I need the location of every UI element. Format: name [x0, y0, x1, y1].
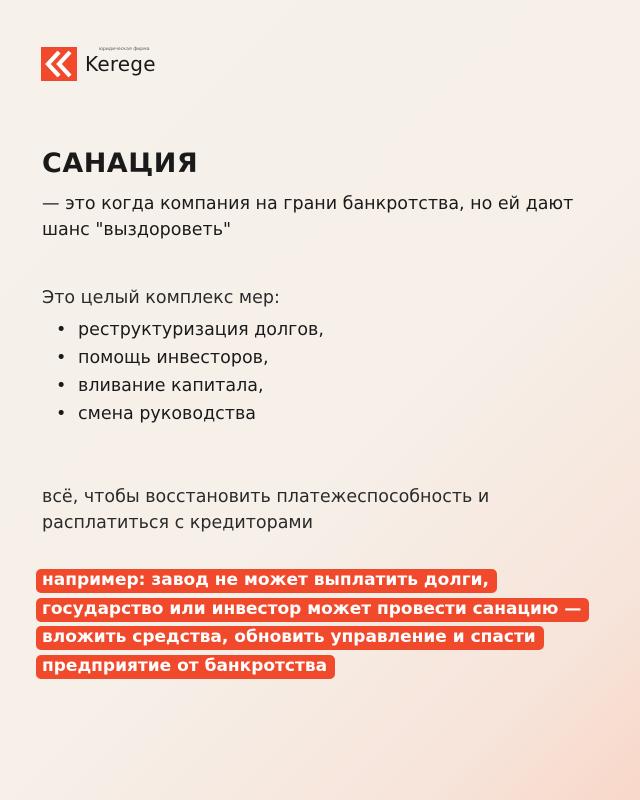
brand-logo	[41, 47, 156, 81]
brand-name: Kerege	[85, 52, 156, 76]
double-chevron-left-icon	[41, 47, 77, 81]
list-item-text: помощь инвесторов,	[78, 348, 269, 368]
example-callout	[36, 566, 596, 680]
list-item-text: вливание капитала,	[78, 376, 264, 396]
list-item	[56, 316, 324, 344]
bullet-icon: •	[56, 404, 67, 424]
measures-list	[56, 316, 324, 428]
conclusion-text: всё, чтобы восстановить платежеспособность и расплатиться с кредиторами	[42, 487, 490, 533]
list-item	[56, 400, 324, 428]
list-item-text: реструктуризация долгов,	[78, 320, 324, 340]
page-title: САНАЦИЯ	[42, 148, 199, 179]
example-highlight-text: например: завод не может выплатить долги, государство или инвестор может провести санацию — вложить средства, обновить управление и спасти предприятие от банкротства	[36, 569, 589, 679]
list-item	[56, 372, 324, 400]
bullet-icon: •	[56, 320, 67, 340]
bullet-icon: •	[56, 376, 67, 396]
definition-text: — это когда компания на грани банкротства, но ей дают шанс "выздороветь"	[42, 194, 574, 240]
list-item	[56, 344, 324, 372]
bullet-icon: •	[56, 348, 67, 368]
list-item-text: смена руководства	[78, 404, 257, 424]
measures-intro: Это целый комплекс мер:	[42, 288, 280, 308]
brand-tagline: юридическая фирма	[99, 47, 150, 52]
